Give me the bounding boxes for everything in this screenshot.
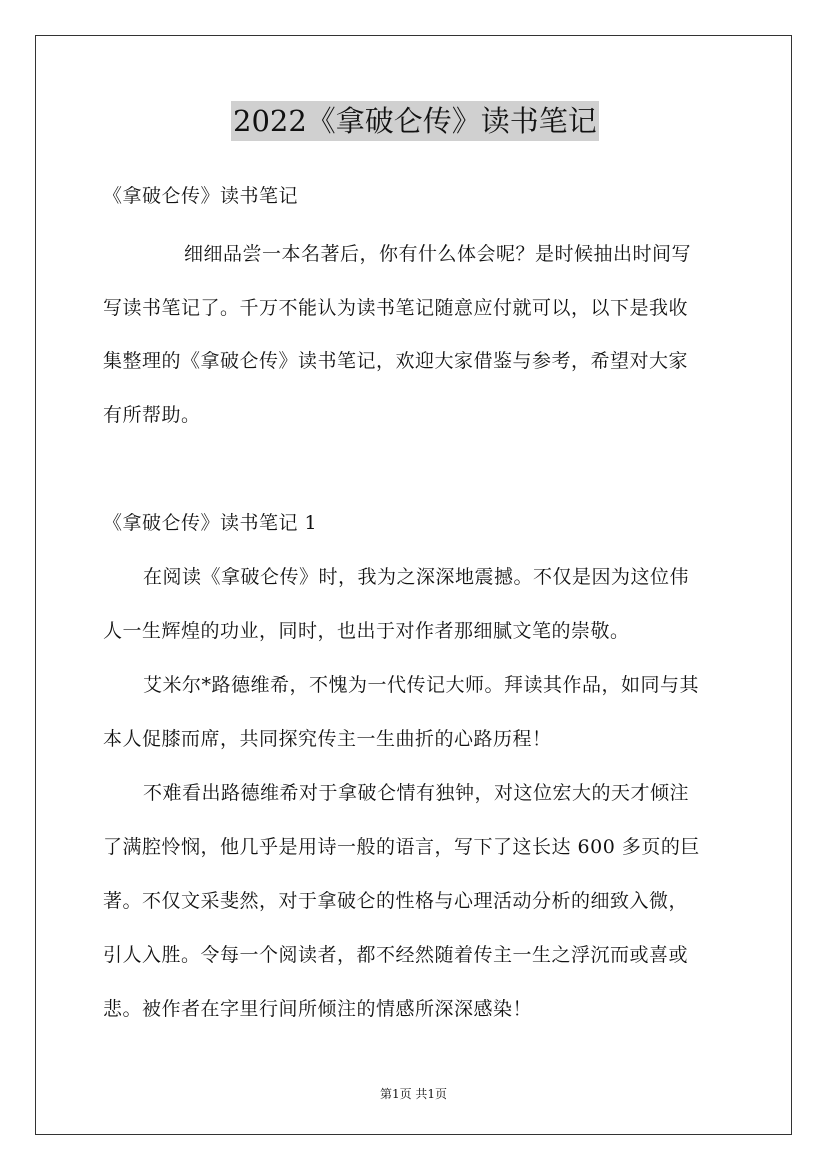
body-line: 了满腔怜悯，他几乎是用诗一般的语言，写下了这长达 600 多页的巨: [103, 836, 700, 858]
section-heading: 《拿破仑传》读书笔记 1: [103, 512, 318, 534]
body-line: 人一生辉煌的功业，同时，也出于对作者那细腻文笔的崇敬。: [103, 620, 630, 642]
body-line: 不难看出路德维希对于拿破仑情有独钟，对这位宏大的天才倾注: [143, 782, 690, 804]
intro-line: 有所帮助。: [103, 404, 201, 426]
body-line: 悲。被作者在字里行间所倾注的情感所深深感染！: [103, 998, 533, 1020]
intro-line: 细细品尝一本名著后，你有什么体会呢？是时候抽出时间写: [184, 243, 692, 265]
body-line: 在阅读《拿破仑传》时，我为之深深地震撼。不仅是因为这位伟: [143, 566, 690, 588]
document-subtitle: 《拿破仑传》读书笔记: [103, 185, 299, 207]
body-line: 著。不仅文采斐然，对于拿破仑的性格与心理活动分析的细致入微，: [103, 890, 689, 912]
intro-line: 写读书笔记了。千万不能认为读书笔记随意应付就可以，以下是我收: [103, 297, 689, 319]
body-line: 艾米尔*路德维希，不愧为一代传记大师。拜读其作品，如同与其: [143, 674, 700, 696]
intro-line: 集整理的《拿破仑传》读书笔记，欢迎大家借鉴与参考，希望对大家: [103, 350, 689, 372]
document-title: 2022《拿破仑传》读书笔记: [231, 101, 599, 141]
body-line: 引人入胜。令每一个阅读者，都不经然随着传主一生之浮沉而或喜或: [103, 944, 689, 966]
body-line: 本人促膝而席，共同探究传主一生曲折的心路历程！: [103, 728, 552, 750]
page-footer: 第1页 共1页: [379, 1087, 448, 1101]
